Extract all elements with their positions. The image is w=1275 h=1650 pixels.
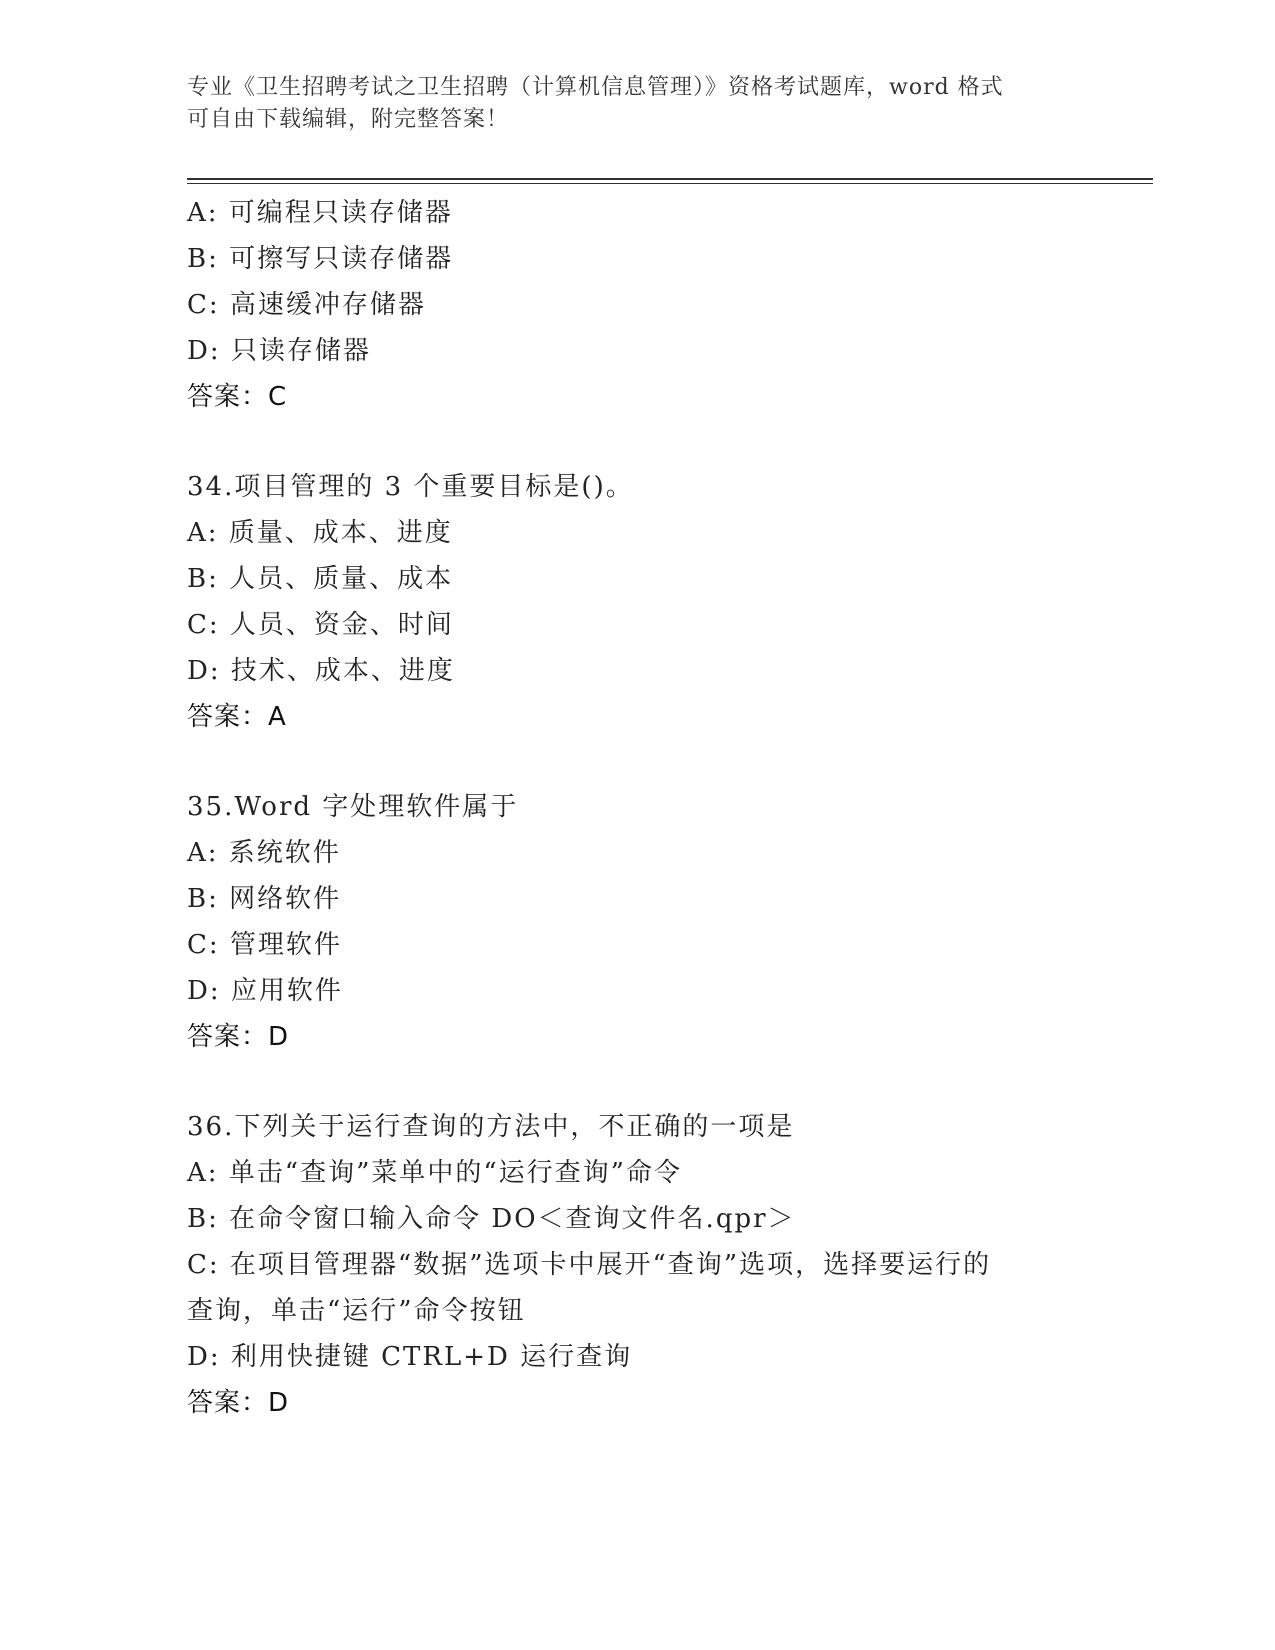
question-block-34 [187,464,1087,740]
question-list [187,190,1087,1426]
spacer [187,740,1087,784]
option-c-continued: 查询，单击“运行”命令按钮 [187,1296,526,1326]
question-block-36 [187,1104,1087,1426]
question-text: 35.Word 字处理软件属于 [187,792,519,822]
option-c: C: 高速缓冲存储器 [187,290,426,320]
question-text: 36.下列关于运行查询的方法中，不正确的一项是 [187,1112,795,1142]
option-b: B: 网络软件 [187,884,342,914]
document-header [187,72,1067,136]
option-c: C: 人员、资金、时间 [187,610,454,640]
question-text: 34.项目管理的 3 个重要目标是()。 [187,472,634,502]
header-line-2: 可自由下载编辑，附完整答案！ [187,107,510,132]
answer-label: 答案：A [187,702,287,732]
option-c: C: 在项目管理器“数据”选项卡中展开“查询”选项，选择要运行的 [187,1250,992,1280]
answer-label: 答案：D [187,1022,290,1052]
option-a: A: 单击“查询”菜单中的“运行查询”命令 [187,1158,682,1188]
question-block-35 [187,784,1087,1060]
option-a: A: 系统软件 [187,838,341,868]
answer-label: 答案：C [187,382,288,412]
header-line-1: 专业《卫生招聘考试之卫生招聘（计算机信息管理）》资格考试题库，word 格式 [187,75,1004,100]
option-d: D: 只读存储器 [187,336,371,366]
option-d: D: 应用软件 [187,976,343,1006]
spacer [187,420,1087,464]
answer-label: 答案：D [187,1388,290,1418]
option-b: B: 人员、质量、成本 [187,564,454,594]
option-d: D: 利用快捷键 CTRL+D 运行查询 [187,1342,633,1372]
header-divider-thick [187,178,1153,180]
spacer [187,1060,1087,1104]
option-b: B: 可擦写只读存储器 [187,244,454,274]
option-c: C: 管理软件 [187,930,342,960]
header-divider-thin [187,183,1153,184]
question-block-33 [187,190,1087,420]
option-d: D: 技术、成本、进度 [187,656,455,686]
option-b: B: 在命令窗口输入命令 DO＜查询文件名.qpr＞ [187,1204,796,1234]
option-a: A: 质量、成本、进度 [187,518,453,548]
option-a: A: 可编程只读存储器 [187,198,453,228]
